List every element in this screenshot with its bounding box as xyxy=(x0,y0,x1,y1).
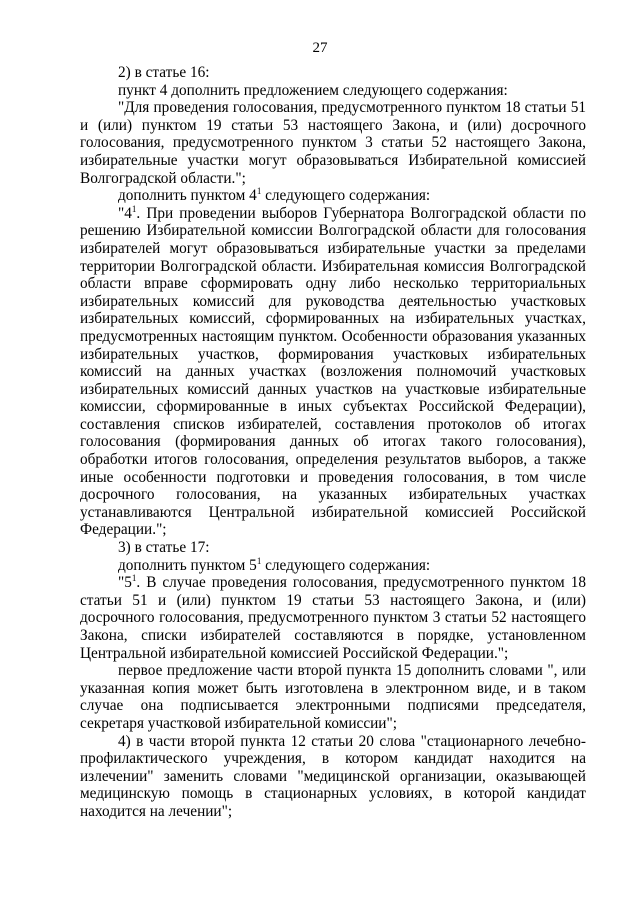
superscript: 1 xyxy=(256,555,262,566)
paragraph xyxy=(80,64,586,82)
text-run: дополнить пунктом 4 xyxy=(118,187,257,205)
superscript: 1 xyxy=(256,186,262,197)
paragraph xyxy=(80,205,586,539)
text-run: . При проведении выборов Губернатора Волгоградской области по решению Избирательной комиссии Волгоградской области для голосования избирателей могут образовываться избирательные участки за пределами территории Волгоградской области. Избирательная комиссия Волгоградской области вправе сформировать одну либо несколько территориальных избирательных комиссий для руководства деятельностью участковых избирательных комиссий, сформированных на избирательных участках, предусмотренных настоящим пунктом. Особенности образования указанных избирательных участков, формирования участковых избирательных комиссий на данных участках (возложения полномочий участковых избирательных комиссий данных участков на участковые избирательные комиссии, сформированные в иных субъектах Российской Федерации), составления списков избирателей, составления протоколов об итогах голосования (формирования данных об итогах такого голосования), обработки итогов голосования, определения результатов выборов, а также иные особенности подготовки и проведения голосования, в том числе досрочного голосования, на указанных избирательных участках устанавливаются Центральной избирательной комиссией Российской Федерации."; xyxy=(80,204,586,539)
text-run: 2) в статье 16: xyxy=(118,64,210,81)
text-run: пункт 4 дополнить предложением следующего содержания: xyxy=(118,81,508,99)
text-run: первое предложение части второй пункта 15 дополнить словами ", или указанная копия может быть изготовлена в электронном виде, и в таком случае она подписывается электронными подписями председателя, секретаря участковой избирательной комиссии"; xyxy=(80,662,586,732)
text-run: 4) в части второй пункта 12 статьи 20 слова "стационарного лечебно-профилактического учреждения, в котором кандидат находится на излечении" заменить словами "медицинской организации, оказывающей медицинскую помощь в стационарных условиях, в которой кандидат находится на лечении"; xyxy=(80,732,586,820)
text-run: "5 xyxy=(118,574,132,592)
page-number: 27 xyxy=(312,40,328,56)
superscript: 1 xyxy=(131,203,137,214)
text-run: "Для проведения голосования, предусмотренного пунктом 18 статьи 51 и (или) пунктом 19 статьи 53 настоящего Закона, и (или) досрочного голосования, предусмотренного пунктом 3 статьи 52 настоящего Закона, избирательные участки могут образовываться Избирательной комиссией Волгоградской области."; xyxy=(80,99,586,187)
paragraph xyxy=(80,662,586,732)
paragraph xyxy=(80,539,586,557)
paragraph xyxy=(80,574,586,662)
text-run: следующего содержания: xyxy=(261,556,431,574)
paragraph xyxy=(80,557,586,575)
paragraph xyxy=(80,99,586,187)
document-body xyxy=(80,64,586,821)
superscript: 1 xyxy=(131,573,137,584)
text-run: . В случае проведения голосования, предусмотренного пунктом 18 статьи 51 и (или) пунктом 19 статьи 53 настоящего Закона, и (или) досрочного голосования, предусмотренного пунктом 3 статьи 52 настоящего Закона, списки избирателей составляются в порядке, установленном Центральной избирательной комиссией Российской Федерации."; xyxy=(80,574,586,662)
paragraph xyxy=(80,82,586,100)
paragraph xyxy=(80,733,586,821)
text-run: 3) в статье 17: xyxy=(118,539,210,557)
paragraph xyxy=(80,187,586,205)
text-run: "4 xyxy=(118,204,132,222)
text-run: следующего содержания: xyxy=(261,187,431,205)
text-run: дополнить пунктом 5 xyxy=(118,556,257,574)
